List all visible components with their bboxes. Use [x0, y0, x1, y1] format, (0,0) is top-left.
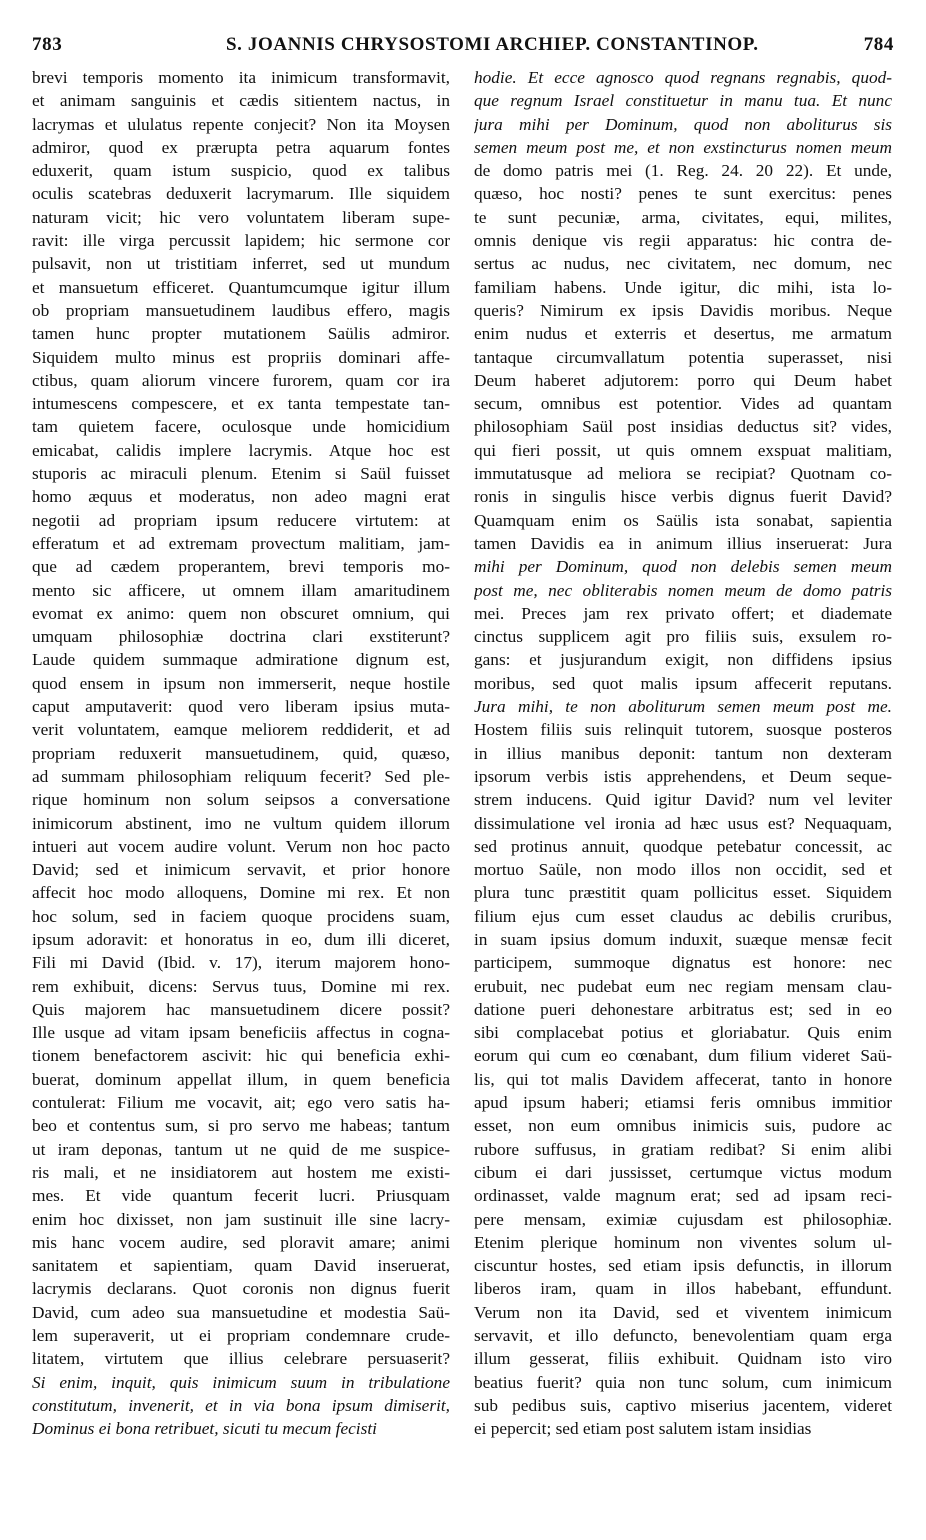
text-line: verit voluntatem, eamque meliorem reddiderit, et ad: [32, 720, 450, 740]
text-line: mento sic afficere, ut omnem illam amaritudinem: [32, 580, 450, 600]
text-line: dissimulatione vel ironia ad hæc usus est? Nequaquam,: [474, 813, 892, 833]
text-line: Deum haberet adjutorem: porro qui Deum habet: [474, 370, 892, 390]
running-header: [32, 34, 894, 58]
left-text-column: [32, 66, 450, 1516]
text-line: in illius manibus deponit: tantum non dexteram: [474, 743, 892, 763]
text-line: familiam habens. Unde igitur, dic mihi, ista lo-: [474, 277, 892, 297]
text-line: rique hominum non solum seipsos a conversatione: [32, 790, 450, 810]
text-line: ipsorum verbis istis apprehendens, et Deum seque-: [474, 766, 892, 786]
text-line: ris mali, et ne insidiatorem aut hostem me existi-: [32, 1162, 450, 1182]
text-line: quæso, hoc nosti? penes te sunt exercitus: penes: [474, 184, 892, 204]
text-line: David, cum adeo sua mansuetudine et modestia Saü-: [32, 1302, 450, 1322]
text-line: Laude quidem summaque admiratione dignum est,: [32, 650, 450, 670]
text-line: qui fieri possit, ut quis omnem exspuat malitiam,: [474, 440, 892, 460]
text-line: admiror, quod ex prærupta petra aquarum fontes: [32, 137, 450, 157]
page-number-left: 783: [32, 34, 63, 55]
text-line: inimicorum abstinent, imo ne vultum quidem illorum: [32, 813, 450, 833]
text-line: hoc solum, sed in faciem quoque procidens suam,: [32, 906, 450, 926]
text-line: in suam ipsius domum induxit, suæque mensæ fecit: [474, 929, 892, 949]
text-line: enim nudus et exterris et desertus, me armatum: [474, 324, 892, 344]
text-line: rem exhibuit, dicens: Servus tuus, Domine mi rex.: [32, 976, 450, 996]
text-line: ut iram deponas, tantum ut ne quid de me suspice-: [32, 1139, 450, 1159]
text-line: semen meum post me, et non exstincturus nomen meum: [474, 137, 892, 157]
text-line: lis, qui tot malis Davidem affecerat, tanto in honore: [474, 1069, 892, 1089]
text-line: ordinasset, valde magnum erat; sed ad ipsam reci-: [474, 1186, 892, 1206]
text-line: filium ejus cum esset claudus ac debilis cruribus,: [474, 906, 892, 926]
text-line: plura tunc præstitit quam pollicitus esset. Siquidem: [474, 883, 892, 903]
text-line: philosophiam Saül post insidias deductus sit? vides,: [474, 417, 892, 437]
text-line: tionem benefactorem ascivit: hic qui beneficia exhi-: [32, 1046, 450, 1066]
text-line: ravit: ille virga percussit lapidem; hic sermone cor: [32, 231, 450, 251]
text-line: lacrymas et ululatus repente conjecit? Non ita Moysen: [32, 114, 450, 134]
text-line: Siquidem multo minus est propriis dominari affe-: [32, 347, 450, 367]
text-line: Etenim plerique hominum non viventes solum ul-: [474, 1232, 892, 1252]
text-line: gans: et jusjurandum exigit, non diffidens ipsius: [474, 650, 892, 670]
text-line: datione pueri dehonestare arbitratus est; sed in eo: [474, 999, 892, 1019]
text-line: emicabat, calidis implere lacrymis. Atque hoc est: [32, 440, 450, 460]
text-line: brevi temporis momento ita inimicum transformavit,: [32, 68, 450, 87]
text-line: intumescens compescere, et ex tanta tempestate tan-: [32, 394, 450, 414]
text-line: mei. Preces jam rex privato offert; et diademate: [474, 603, 892, 623]
text-line: Fili mi David (Ibid. v. 17), iterum majorem hono-: [32, 953, 450, 973]
text-line: tam quietem facere, oculosque unde homicidium: [32, 417, 450, 437]
text-line: Dominus ei bona retribuet, sicuti tu mecum fecisti: [32, 1419, 377, 1439]
text-line: ipsum adoravit: et honoratus in eo, dum illi diceret,: [32, 929, 450, 949]
text-line: rubore suffusus, in gratiam redibat? Si enim alibi: [474, 1139, 892, 1159]
text-line: te sunt pecuniæ, arma, civitates, equi, milites,: [474, 207, 892, 227]
text-line: ad summam philosophiam reliquum fecerit? Sed ple-: [32, 766, 450, 786]
text-line: sibi complacebat potius et gloriabatur. Quis enim: [474, 1023, 892, 1043]
text-line: affecit hoc modo alloquens, Domine mi rex. Et non: [32, 883, 450, 903]
running-title: S. JOANNIS CHRYSOSTOMI ARCHIEP. CONSTANTINOP.: [226, 34, 759, 55]
text-line: naturam vicit; hic vero voluntatem liberam supe-: [32, 207, 450, 227]
text-line: mes. Et vide quantum fecerit lucri. Priusquam: [32, 1186, 450, 1206]
text-line: umquam philosophiæ doctrina clari exstiterunt?: [32, 627, 450, 647]
text-line: secum, omnibus est potentior. Vides ad quantam: [474, 394, 892, 414]
text-line: omnis denique vis regii apparatus: hic contra de-: [474, 231, 892, 251]
text-line: et animam sanguinis et cædis sitientem nactus, in: [32, 91, 450, 111]
text-line: propriam reduxerit mansuetudinem, quid, quæso,: [32, 743, 450, 763]
text-line: Ille usque ad vitam ipsam beneficiis affectus in cogna-: [32, 1023, 450, 1043]
text-line: ctibus, quam aliorum vincere furorem, quam cor ira: [32, 370, 450, 390]
text-line: oculis scatebras deduxerit lacrymarum. Ille siquidem: [32, 184, 450, 204]
text-line: sanitatem et sapientiam, quam David inseruerat,: [32, 1256, 450, 1276]
text-line: hodie. Et ecce agnosco quod regnans regnabis, quod-: [474, 68, 892, 87]
text-line: David; sed et inimicum servavit, et prior honore: [32, 860, 450, 880]
text-line: ronis in singulis hisce verbis dignus fuerit David?: [474, 487, 892, 507]
text-line: mortuo Saüle, non modo illos non occidit, sed et: [474, 860, 892, 880]
text-line: tamen hunc propter mutationem Saülis admiror.: [32, 324, 450, 344]
text-line: beo et contentus sum, si pro servo me habeas; tantum: [32, 1116, 450, 1136]
text-line: tamen Davidis ea in animum illius inseruerat: Jura: [474, 533, 892, 553]
page-number-right: 784: [863, 34, 894, 55]
text-line: liberos iram, quam in illos habebant, effundunt.: [474, 1279, 892, 1299]
text-line: lem superaverit, ut ei propriam condemnare crude-: [32, 1326, 450, 1346]
text-line: apud ipsum haberi; etiamsi feris omnibus immitior: [474, 1093, 892, 1113]
text-line: mis hanc vocem audire, sed ploravit amare; animi: [32, 1232, 450, 1252]
text-line: queris? Nimirum ex ipsis Davidis moribus. Neque: [474, 300, 892, 320]
text-line: beatius fuerit? quia non tunc solum, cum inimicum: [474, 1372, 892, 1392]
text-line: ei pepercit; sed etiam post salutem istam insidias: [474, 1419, 812, 1439]
text-line: sed protinus annuit, quodque petebatur concessit, ac: [474, 836, 892, 856]
text-line: enim hoc dixisset, non jam sustinuit ille sine lacry-: [32, 1209, 450, 1229]
text-line: cibum ei dari jussisset, certumque victus modum: [474, 1162, 892, 1182]
text-line: erubuit, nec pudebat eum nec regiam mensam clau-: [474, 976, 892, 996]
text-line: sub pedibus suis, captivo miserius jacentem, videret: [474, 1395, 892, 1415]
text-line: lacrymis declarans. Quot coronis non dignus fuerit: [32, 1279, 450, 1299]
text-line: Si enim, inquit, quis inimicum suum in tribulatione: [32, 1372, 450, 1392]
text-line: litatem, virtutem que illius celebrare persuaserit?: [32, 1349, 450, 1369]
text-line: de domo patris mei (1. Reg. 24. 20 22). Et unde,: [474, 161, 892, 181]
text-line: negotii ad propriam ipsum reducere virtutem: at: [32, 510, 450, 530]
text-line: Verum non ita David, sed et viventem inimicum: [474, 1302, 892, 1322]
text-line: caput amputaverit: quod vero liberam ipsius muta-: [32, 697, 450, 717]
text-line: evomat ex animo: quem non obscuret omnium, qui: [32, 603, 450, 623]
text-line: Quis majorem hac mansuetudinem dicere possit?: [32, 999, 450, 1019]
text-line: pulsavit, non ut tristitiam inferret, sed ut mundum: [32, 254, 450, 274]
text-line: participem, summoque dignatus est honore: nec: [474, 953, 892, 973]
text-line: illum gesserat, filiis exhibuit. Quidnam isto viro: [474, 1349, 892, 1369]
text-line: post me, nec obliterabis nomen meum de domo patris: [474, 580, 892, 600]
text-line: pere mensam, eximiæ cujusdam est philosophiæ.: [474, 1209, 892, 1229]
text-line: cinctus supplicem agit pro filiis suis, exsulem ro-: [474, 627, 892, 647]
text-line: contulerat: Filium me vocavit, ait; ego vero satis ha-: [32, 1093, 450, 1113]
text-line: Hostem filiis suis relinquit tutorem, suosque posteros: [474, 720, 892, 740]
text-line: constitutum, invenerit, et in via bona ipsum dimiserit,: [32, 1395, 450, 1415]
text-line: jura mihi per Dominum, quod non aboliturus sis: [474, 114, 892, 134]
text-line: ciscuntur hostes, sed etiam ipsis defunctis, in illorum: [474, 1256, 892, 1276]
text-line: que ad cædem properantem, brevi temporis mo-: [32, 557, 450, 577]
text-line: mihi per Dominum, quod non delebis semen meum: [474, 557, 892, 577]
text-line: homo æquus et moderatus, non adeo magni erat: [32, 487, 450, 507]
text-line: efferatum et ad extremam provectum malitiam, jam-: [32, 533, 450, 553]
text-line: esset, non eum omnibus inimicis suis, pudore ac: [474, 1116, 892, 1136]
text-line: quod ensem in ipsum non immerserit, neque hostile: [32, 673, 450, 693]
text-line: intueri aut vocem audire volunt. Verum non hoc pacto: [32, 836, 450, 856]
text-line: ob propriam mansuetudinem laudibus efferο, magis: [32, 300, 450, 320]
text-line: que regnum Israel constituetur in manu tua. Et nunc: [474, 91, 892, 111]
text-line: immutatusque ad meliora se recipiat? Quotnam co-: [474, 464, 892, 484]
text-line: et mansuetum efficeret. Quantumcumque igitur illum: [32, 277, 450, 297]
text-line: Quamquam enim os Saülis ista sonabat, sapientia: [474, 510, 892, 530]
right-text-column: [474, 66, 892, 1516]
text-line: eduxerit, quam istum suspicio, quod ex talibus: [32, 161, 450, 181]
text-line: moribus, sed quot malis ipsum affecerit reputans.: [474, 673, 892, 693]
text-line: tantaque circumvallatum potentia superasset, nisi: [474, 347, 892, 367]
text-line: Jura mihi, te non aboliturum semen meum post me.: [474, 697, 892, 717]
text-line: stuporis ac miraculi plenum. Etenim si Saül fuisset: [32, 464, 450, 484]
text-line: buerat, dominum appellat illum, in quem beneficia: [32, 1069, 450, 1089]
text-line: strem inducens. Quid igitur David? num vel leviter: [474, 790, 892, 810]
text-line: sertus ac nudus, nec civitatem, nec domum, nec: [474, 254, 892, 274]
text-line: eorum qui cum eo cœnabant, dum filium videret Saü-: [474, 1046, 892, 1066]
text-line: servavit, et illo defuncto, benevolentiam quam erga: [474, 1326, 892, 1346]
